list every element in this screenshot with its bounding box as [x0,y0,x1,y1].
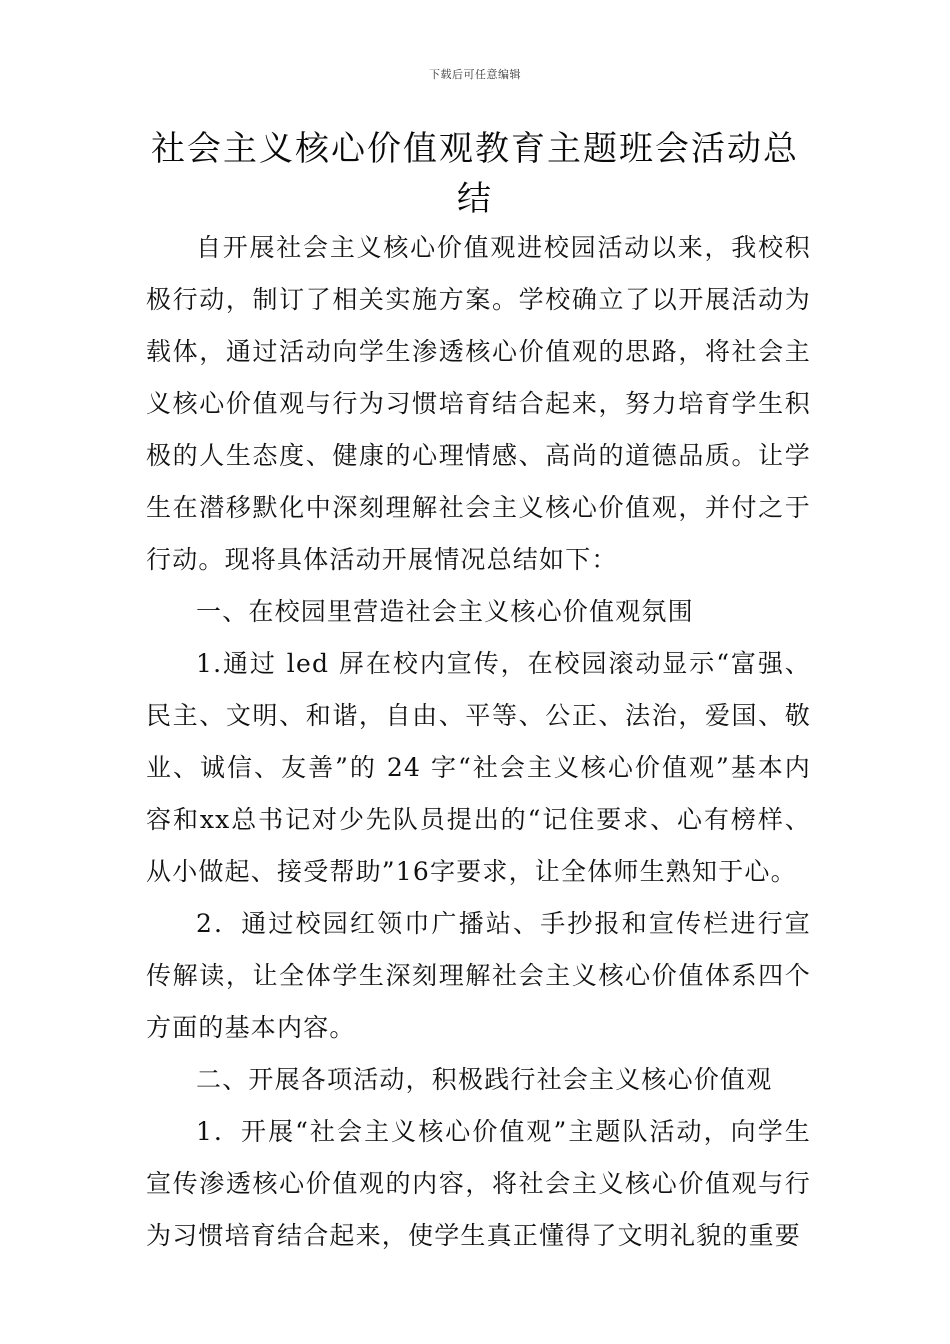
section-heading-1: 一、在校园里营造社会主义核心价值观氛围 [196,597,694,626]
section-1-item-2: 2．通过校园红领巾广播站、手抄报和宣传栏进行宣传解读，让全体学生深刻理解社会主义核心价值体系四个方面的基本内容。 [146,909,811,1042]
document-title: 社会主义核心价值观教育主题班会活动总结 [151,129,799,219]
document-body [146,222,811,1262]
section-heading-2: 二、开展各项活动，积极践行社会主义核心价值观 [196,1065,773,1094]
intro-paragraph: 自开展社会主义核心价值观进校园活动以来，我校积极行动，制订了相关实施方案。学校确立了以开展活动为载体，通过活动向学生渗透核心价值观的思路，将社会主义核心价值观与行为习惯培育结合起来，努力培育学生积极的人生态度、健康的心理情感、高尚的道德品质。让学生在潜移默化中深刻理解社会主义核心价值观，并付之于行动。现将具体活动开展情况总结如下： [146,233,811,574]
header-note: 下载后可任意编辑 [429,68,521,81]
section-1-item-1: 1.通过 led 屏在校内宣传，在校园滚动显示“富强、民主、文明、和谐，自由、平等、公正、法治，爱国、敬业、诚信、友善”的 24 字“社会主义核心价值观”基本内容和xx总书记对少先队员提出的“记住要求、心有榜样、从小做起、接受帮助”16字要求，让全体师生熟知于心。 [146,649,811,886]
section-2-item-1: 1．开展“社会主义核心价值观”主题队活动，向学生宣传渗透核心价值观的内容，将社会主义核心价值观与行为习惯培育结合起来，使学生真正懂得了文明礼貌的重要 [146,1117,811,1250]
